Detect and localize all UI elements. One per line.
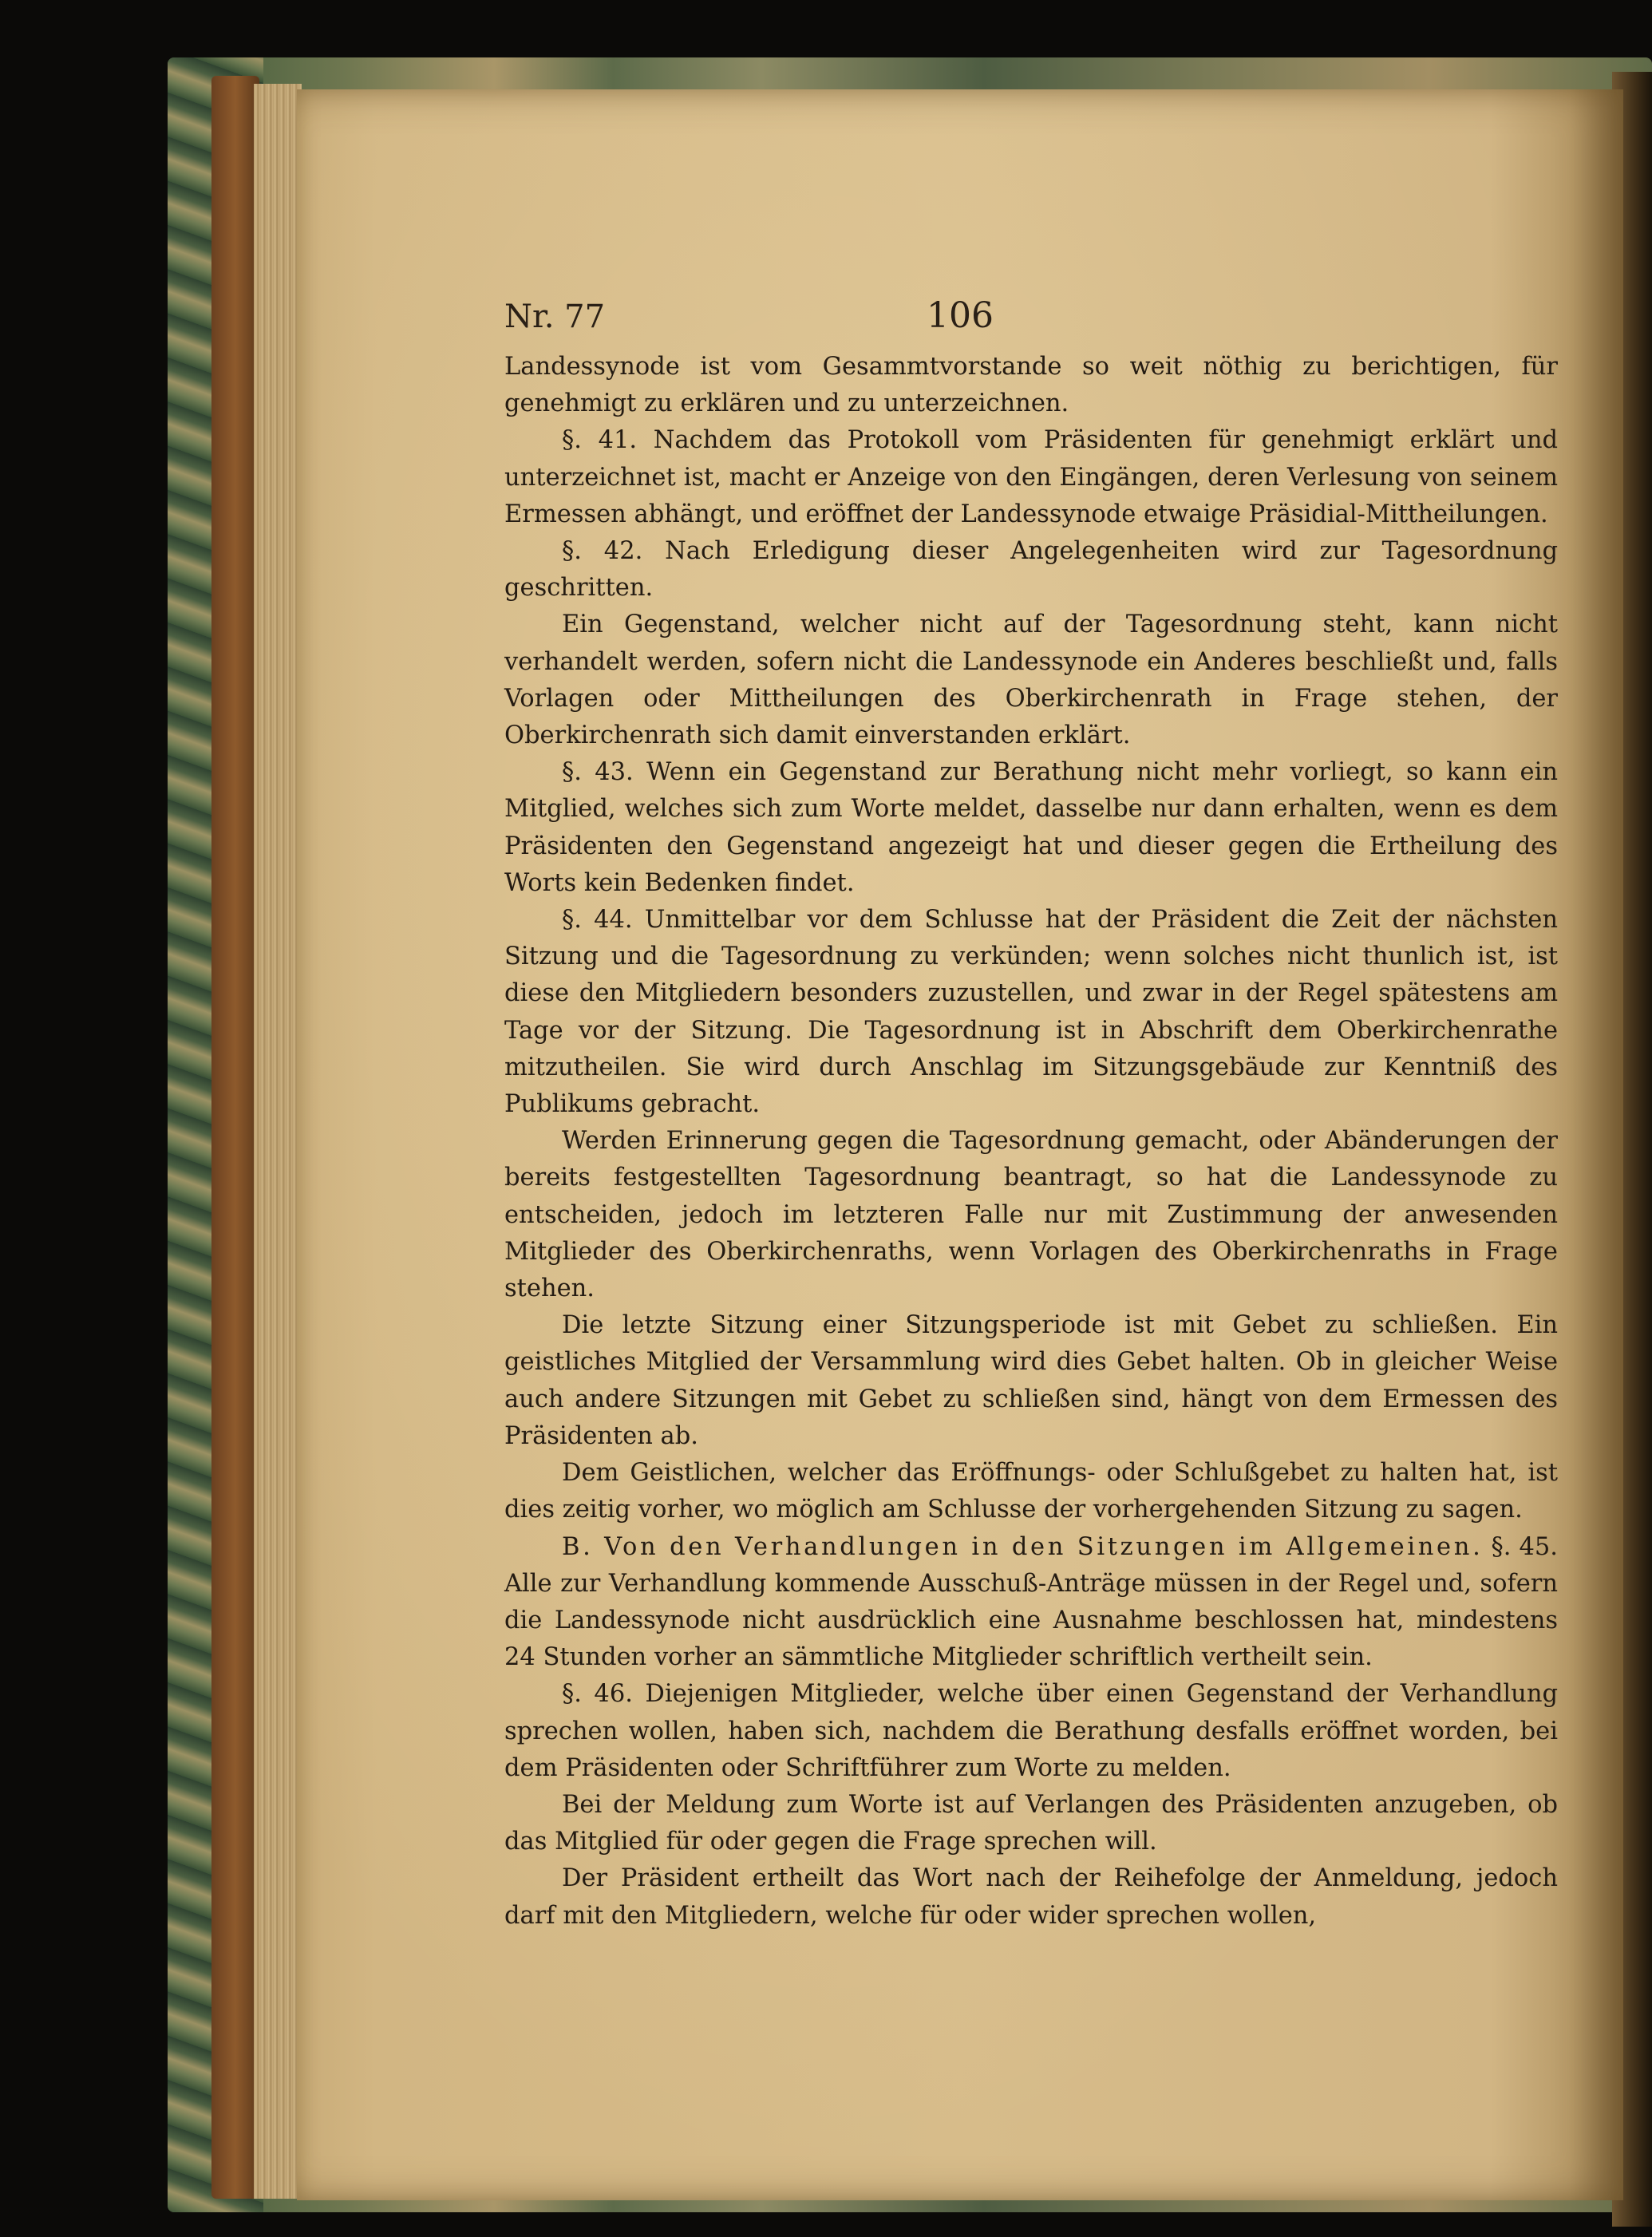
book-page: [297, 89, 1623, 2200]
leather-binding: [211, 76, 259, 2199]
paragraph-section-44: §. 44. Unmittelbar vor dem Schlusse hat der Präsident die Zeit der nächsten Sitzung und die Tagesordnung zu verkünden; wenn solches nicht thunlich ist, ist diese den Mitgliedern besonders zuzustellen, und zwar in der Regel spätestens am Tage vor der Sitzung. Die Tagesordnung ist in Abschrift dem Oberkirchenrathe mitzutheilen. Sie wird durch Anschlag im Sitzungsgebäude zur Kenntniß des Publikums gebracht.: [504, 906, 1558, 1119]
issue-number: Nr. 77: [504, 298, 606, 335]
paragraph-section-45: [504, 1529, 1558, 1677]
page-number: 106: [927, 295, 994, 336]
page-header: [297, 295, 1623, 346]
paragraph-section-43: §. 43. Wenn ein Gegenstand zur Berathung nicht mehr vorliegt, so kann ein Mitglied, welches sich zum Worte meldet, dasselbe nur dann erhalten, wenn es dem Präsidenten den Gegenstand angezeigt hat und dieser gegen die Ertheilung des Worts kein Bedenken findet.: [504, 758, 1558, 897]
page-edges: [254, 84, 302, 2199]
paragraph: Bei der Meldung zum Worte ist auf Verlangen des Präsidenten anzugeben, ob das Mitglied für oder gegen die Frage sprechen will.: [504, 1790, 1558, 1856]
paragraph: Dem Geistlichen, welcher das Eröffnungs- oder Schlußgebet zu halten hat, ist dies zeitig vorher, wo möglich am Schlusse der vorhergehenden Sitzung zu sagen.: [504, 1459, 1558, 1524]
paragraph-section-41: §. 41. Nachdem das Protokoll vom Präsidenten für genehmigt erklärt und unterzeichnet ist, macht er Anzeige von den Eingängen, deren Verlesung von seinem Ermessen abhängt, und eröffnet der Landessynode etwaige Präsidial-Mittheilungen.: [504, 426, 1558, 528]
paragraph: Der Präsident ertheilt das Wort nach der Reihefolge der Anmeldung, jedoch darf mit den Mitgliedern, welche für oder wider sprechen wollen,: [504, 1864, 1558, 1930]
paragraph: Ein Gegenstand, welcher nicht auf der Tagesordnung steht, kann nicht verhandelt werden, sofern nicht die Landessynode ein Anderes beschließt und, falls Vorlagen oder Mittheilungen des Oberkirchenrath in Frage stehen, der Oberkirchenrath sich damit einverstanden erklärt.: [504, 611, 1558, 750]
paragraph-text: §. 45. Alle zur Verhandlung kommende Ausschuß-Anträge müssen in der Regel und, sofern die Landessynode nicht ausdrücklich eine Ausnahme beschlossen hat, mindestens 24 Stunden vorher an sämmtliche Mitglieder schriftlich vertheilt sein.: [504, 1532, 1558, 1672]
paragraph-section-42: §. 42. Nach Erledigung dieser Angelegenheiten wird zur Tagesordnung geschritten.: [504, 537, 1558, 603]
paragraph: Landessynode ist vom Gesammtvorstande so weit nöthig zu berichtigen, für genehmigt zu erklären und zu unterzeichnen.: [504, 353, 1558, 418]
paragraph: Werden Erinnerung gegen die Tagesordnung gemacht, oder Abänderungen der bereits festgestellten Tagesordnung beantragt, so hat die Landessynode zu entscheiden, jedoch im letzteren Falle nur mit Zustimmung der anwesenden Mitglieder des Oberkirchenraths, wenn Vorlagen des Oberkirchenraths in Frage stehen.: [504, 1127, 1558, 1303]
paragraph: Die letzte Sitzung einer Sitzungsperiode ist mit Gebet zu schließen. Ein geistliches Mitglied der Versammlung wird dies Gebet halten. Ob in gleicher Weise auch andere Sitzungen mit Gebet zu schließen sind, hängt von dem Ermessen des Präsidenten ab.: [504, 1311, 1558, 1450]
body-text: [504, 349, 1558, 1935]
section-heading: B. Von den Verhandlungen in den Sitzungen im Allgemeinen.: [562, 1532, 1484, 1561]
paragraph-section-46: §. 46. Diejenigen Mitglieder, welche über einen Gegenstand der Verhandlung sprechen wollen, haben sich, nachdem die Berathung desfalls eröffnet worden, bei dem Präsidenten oder Schriftführer zum Worte zu melden.: [504, 1680, 1558, 1782]
